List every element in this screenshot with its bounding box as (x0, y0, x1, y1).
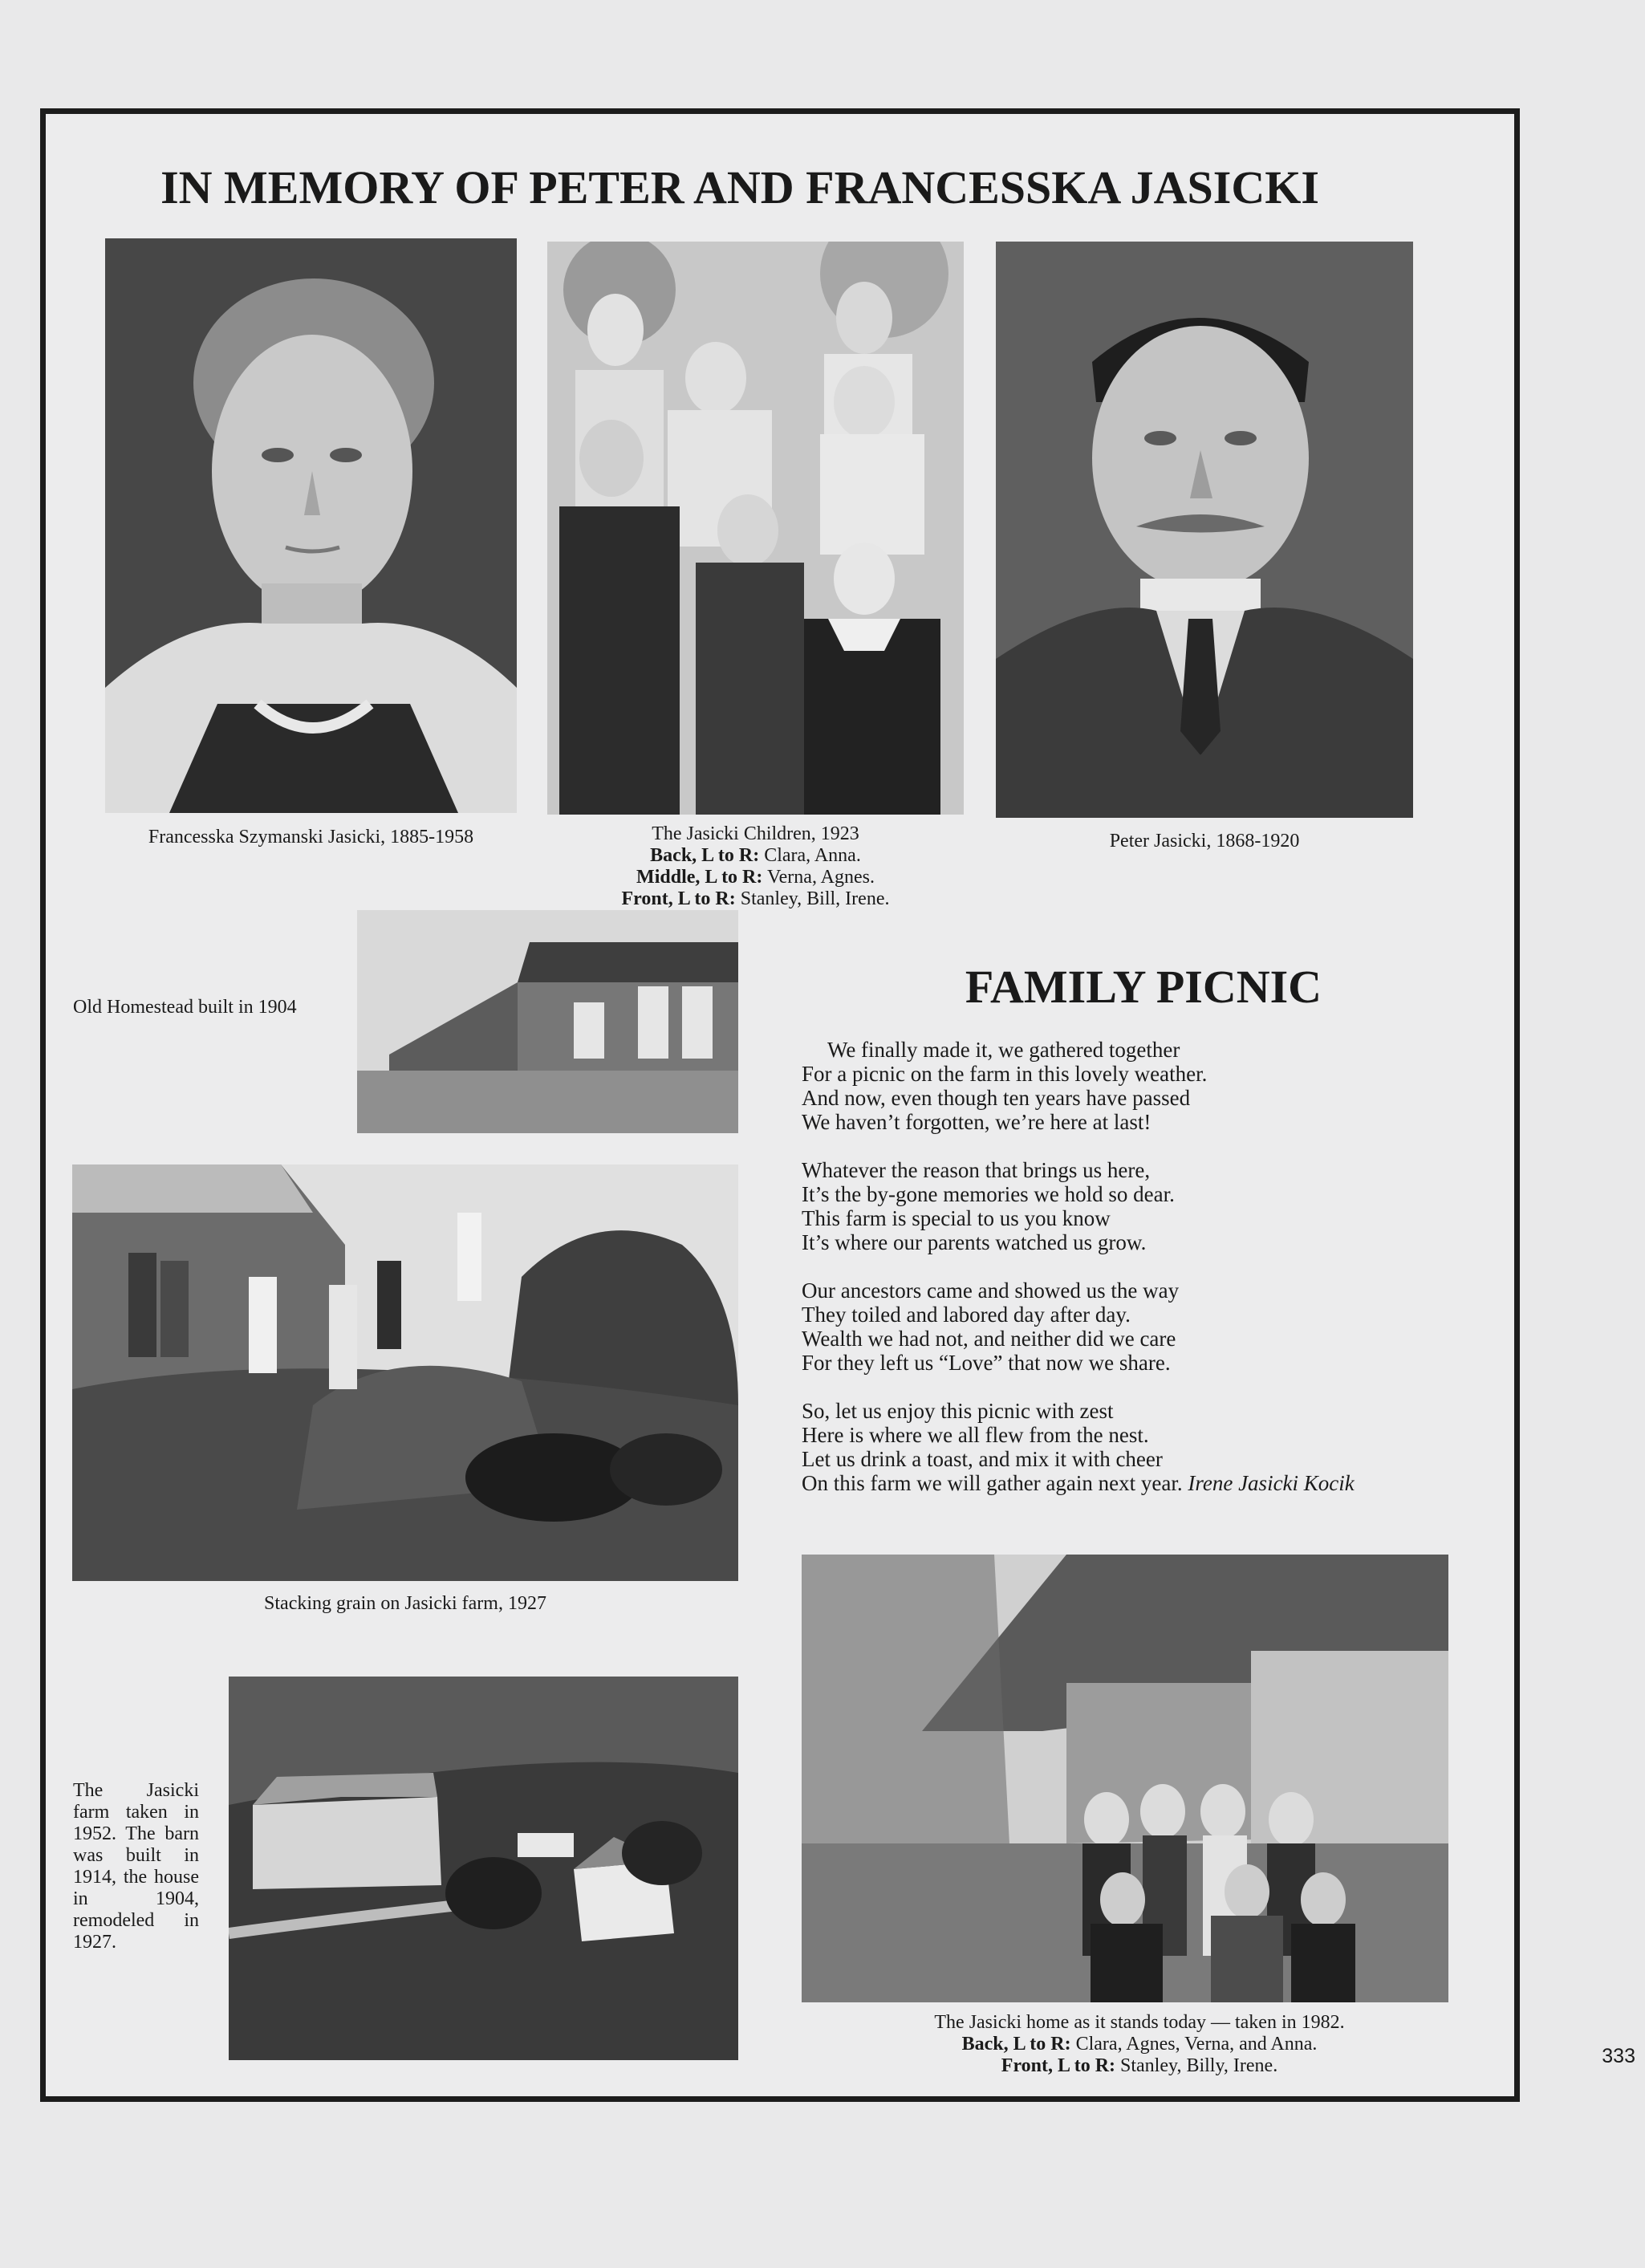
poem-line: We haven’t forgotten, we’re here at last! (802, 1110, 1152, 1134)
poem-line: Let us drink a toast, and mix it with cheer (802, 1447, 1163, 1471)
children-caption (547, 823, 964, 910)
poem-line: For a picnic on the farm in this lovely weather. (802, 1062, 1208, 1086)
home-today-caption-title: The Jasicki home as it stands today — taken in 1982. (934, 2012, 1345, 2033)
stacking-grain-photo (72, 1164, 738, 1581)
peter-caption: Peter Jasicki, 1868-1920 (1109, 831, 1300, 852)
poem-line: They toiled and labored day after day. (802, 1303, 1131, 1327)
poem-stanza (802, 1278, 1484, 1375)
page-heading: IN MEMORY OF PETER AND FRANCESSKA JASICKI (160, 161, 1319, 213)
francesska-caption: Francesska Szymanski Jasicki, 1885-1958 (148, 827, 474, 847)
children-caption-title: The Jasicki Children, 1923 (652, 823, 859, 844)
home-today-front-row: Front, L to R: Stanley, Billy, Irene. (1001, 2055, 1278, 2076)
farm-aerial-photo (229, 1677, 738, 2060)
francesska-portrait (105, 238, 517, 813)
poem-line: And now, even though ten years have passed (802, 1086, 1191, 1110)
poem-line: Whatever the reason that brings us here, (802, 1158, 1151, 1182)
home-today-photo (802, 1555, 1448, 2002)
children-back-row: Back, L to R: Clara, Anna. (650, 845, 861, 866)
home-today-caption (802, 2012, 1477, 2077)
home-today-back-row: Back, L to R: Clara, Agnes, Verna, and Anna. (961, 2034, 1318, 2055)
poem-line: Here is where we all flew from the nest. (802, 1423, 1149, 1447)
children-front-row: Front, L to R: Stanley, Bill, Irene. (621, 888, 890, 909)
page-number: 333 (1602, 2045, 1635, 2067)
poem-stanza (802, 1158, 1484, 1254)
poem-line: This farm is special to us you know (802, 1206, 1111, 1230)
children-middle-row: Middle, L to R: Verna, Agnes. (636, 867, 875, 888)
poem-line: On this farm we will gather again next year. Irene Jasicki Kocik (802, 1471, 1355, 1495)
poem-line: It’s where our parents watched us grow. (802, 1230, 1147, 1254)
stacking-grain-caption: Stacking grain on Jasicki farm, 1927 (264, 1593, 546, 1614)
poem-line: So, let us enjoy this picnic with zest (802, 1399, 1114, 1423)
poem-line: It’s the by-gone memories we hold so dear. (802, 1182, 1175, 1206)
homestead-caption: Old Homestead built in 1904 (73, 997, 297, 1018)
poem-line: We finally made it, we gathered together (827, 1038, 1180, 1062)
poem-author: Irene Jasicki Kocik (1188, 1471, 1355, 1495)
farm-caption: The Jasicki farm taken in 1952. The barn was built in 1914, the house in 1904, remodeled in 1927. (73, 1780, 199, 1953)
poem-line: For they left us “Love” that now we share. (802, 1351, 1171, 1375)
poem-stanza (802, 1038, 1484, 1134)
homestead-photo (357, 910, 738, 1133)
peter-portrait (996, 242, 1413, 818)
poem-line: Wealth we had not, and neither did we care (802, 1327, 1176, 1351)
poem-title: FAMILY PICNIC (965, 961, 1322, 1013)
children-photo (547, 242, 964, 815)
poem-stanza (802, 1399, 1484, 1495)
poem-line: Our ancestors came and showed us the way (802, 1278, 1180, 1303)
poem-body (802, 1038, 1484, 1519)
